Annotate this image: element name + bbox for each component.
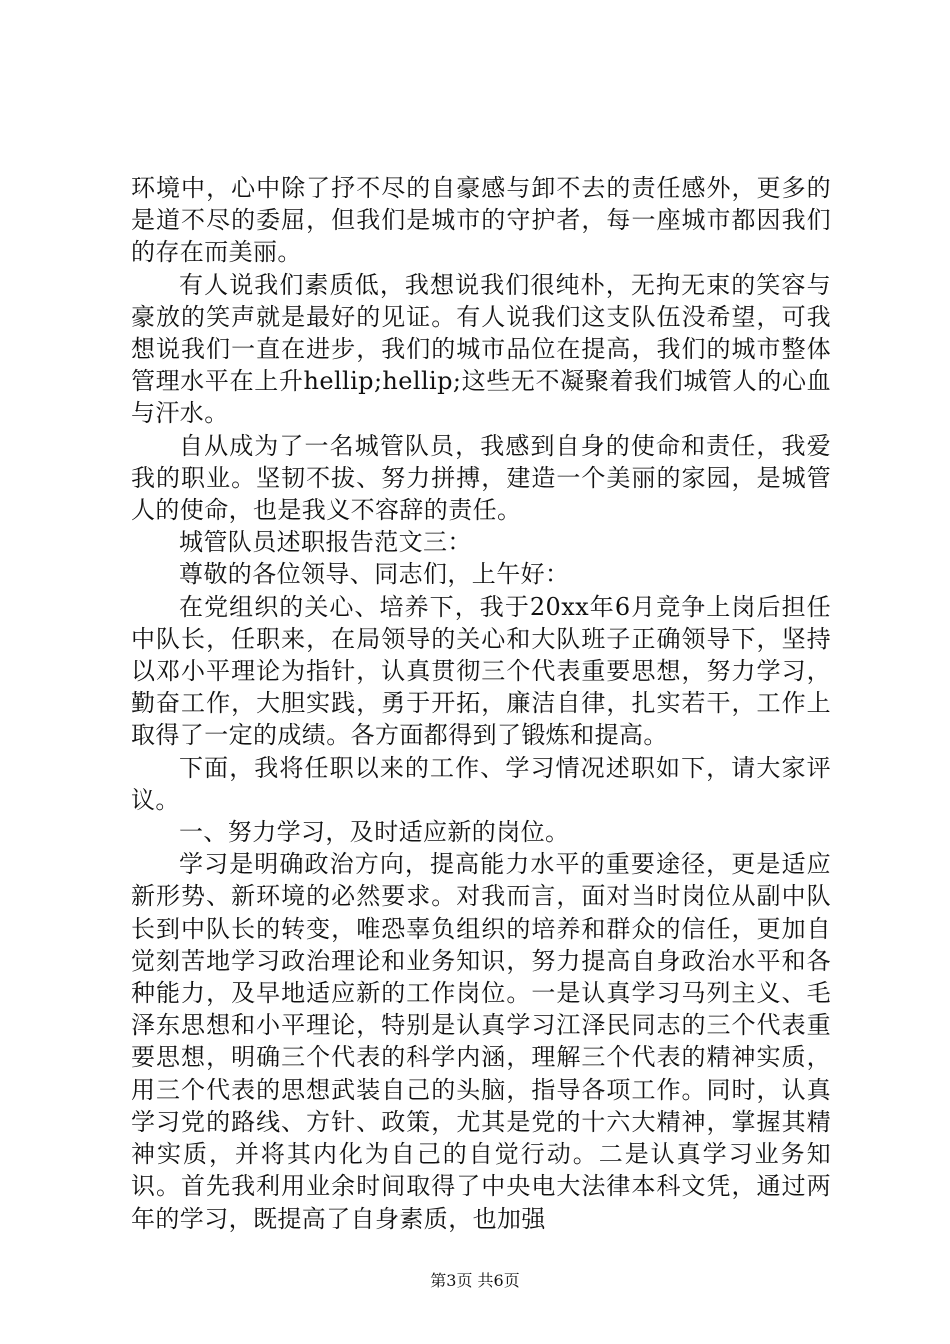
page-number-footer: 第3页 共6页 <box>430 1271 520 1290</box>
salutation: 尊敬的各位领导、同志们，上午好： <box>179 560 570 589</box>
section-heading-one: 一、努力学习，及时适应新的岗位。 <box>179 818 570 847</box>
document-body <box>131 172 831 1235</box>
paragraph-1: 环境中，心中除了抒不尽的自豪感与卸不去的责任感外，更多的是道不尽的委屈，但我们是城市的守护者，每一座城市都因我们的存在而美丽。 <box>131 174 831 267</box>
paragraph-3: 自从成为了一名城管队员，我感到自身的使命和责任，我爱我的职业。坚韧不拔、努力拼搏，建造一个美丽的家园，是城管人的使命，也是我义不容辞的责任。 <box>131 431 831 525</box>
section-heading-fanwen-san: 城管队员述职报告范文三： <box>179 528 472 557</box>
paragraph-2: 有人说我们素质低，我想说我们很纯朴，无拘无束的笑容与豪放的笑声就是最好的见证。有人说我们这支队伍没希望，可我想说我们一直在进步，我们的城市品位在提高，我们的城市整体管理水平在上升hellip;hellip;这些无不凝聚着我们城管人的心血与汗水。 <box>131 270 831 428</box>
paragraph-7: 下面，我将任职以来的工作、学习情况述职如下，请大家评议。 <box>131 753 831 814</box>
paragraph-9: 学习是明确政治方向，提高能力水平的重要途径，更是适应新形势、新环境的必然要求。对我而言，面对当时岗位从副中队长到中队长的转变，唯恐辜负组织的培养和群众的信任，更加自觉刻苦地学习政治理论和业务知识，努力提高自身政治水平和各种能力，及早地适应新的工作岗位。一是认真学习马列主义、毛泽东思想和小平理论，特别是认真学习江泽民同志的三个代表重要思想，明确三个代表的科学内涵，理解三个代表的精神实质，用三个代表的思想武装自己的头脑，指导各项工作。同时，认真学习党的路线、方针、政策，尤其是党的十六大精神，掌握其精神实质，并将其内化为自己的自觉行动。二是认真学习业务知识。首先我利用业余时间取得了中央电大法律本科文凭，通过两年的学习，既提高了自身素质，也加强 <box>131 850 831 1233</box>
paragraph-6: 在党组织的关心、培养下，我于20xx年6月竞争上岗后担任中队长，任职来，在局领导的关心和大队班子正确领导下，坚持以邓小平理论为指针，认真贯彻三个代表重要思想，努力学习，勤奋工作，大胆实践，勇于开拓，廉洁自律，扎实若干，工作上取得了一定的成绩。各方面都得到了锻炼和提高。 <box>131 592 831 750</box>
